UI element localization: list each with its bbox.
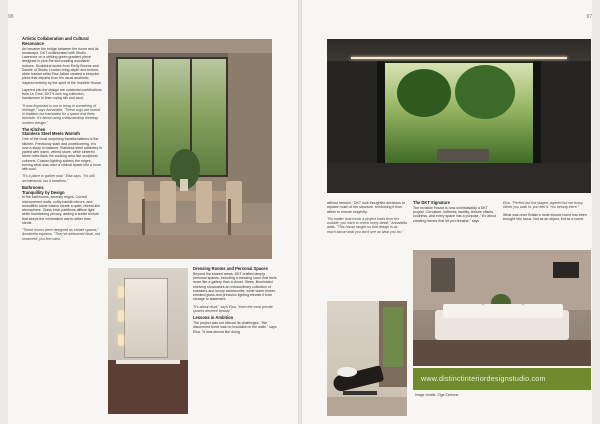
pull-quote: "It was important to me to bring in something of heritage," says Annabella. "These rugs are rooted in tradition but translated for a space that feels futuristic. It's about using craftsmanship meeting modern design."	[22, 103, 101, 125]
living-room-night-photo	[327, 39, 591, 193]
section-heading: Bathrooms Tranquillity by Design	[22, 184, 65, 195]
body-paragraph: Art became the bridge between the home and its landscape. DKT collaborated with Studio Lawrence on a striking green gradient piece designed to pick the surrounding woodland indoors. Sculptural works from Emily Bourne and Zanele of Studio London bring depth and texture, while Iranian artist Elsa Jabari created a bespoke piece that departs from his usual aesthetic, inspired entirely by the spirit of the Invisible House.	[22, 46, 102, 85]
pull-quote: "It's about ritual," says Elsa, "even the most private spaces deserve beauty."	[193, 304, 273, 313]
section-heading: Lessons in Ambition	[193, 315, 234, 321]
body-paragraph: Layered into the design are curatorial contributions from Le Gros, DKT's own rug collection, handwoven in linen using silk and wool.	[22, 87, 102, 101]
left-text-column	[22, 37, 102, 244]
body-paragraph: The project was not without its challenges. "We discovered there was no insulation in the walls," says Elsa. "It was almost like doing	[193, 321, 277, 334]
section-kitchen	[22, 128, 102, 183]
body-paragraph: What was once Britain's most elusive home has been brought into focus. Not as an object, but as a home.	[503, 212, 587, 221]
right-text-column-3	[503, 201, 589, 224]
right-text-column	[327, 201, 407, 237]
section-heading: Artistic Collaboration and Cultural Resonance	[22, 36, 89, 46]
body-paragraph: In the bathrooms, serenity reigns. Curved microcement walls, softly backlit mirrors, and monolithic stone basins create a quiet, retreat-like atmosphere. Glass brick partitions diffuse light while maintaining privacy, adding a subtle texture that keeps the minimalism warm rather than sterile.	[22, 195, 101, 225]
living-room-photo	[413, 250, 591, 366]
pull-quote: Elsa. "Perfect but not staged, layered but not fussy. When you walk in, you feel it. You belong there."	[503, 201, 584, 210]
section-bathrooms	[22, 186, 102, 241]
website-url[interactable]: www.distinctinteriordesignstudio.com	[421, 374, 546, 383]
pull-quote: "These rooms were designed as exhale spaces," Annabella explains. "They've welcomed ritual, not ornament; you feel calm."	[22, 228, 100, 241]
body-paragraph: One of the most surprising transformations is the kitchen. Previously stark and unwelcoming, it is now a study in balance. Stainless steel cabinetry is paired with warm, veined stone, while sintered stone rules flank the cooking area like sculptural columns. Custom lighting softens the edges, turning what was once a clinical space into a room with soul.	[22, 137, 102, 172]
body-paragraph: The Invisible House is now unmistakably a DKT project. Curvature, softness, tactility, texture offsets coolness, and every space has a purpose. "It's about creating homes that let you breathe," says	[413, 205, 496, 223]
pull-quote: "No matter how iconic a project looks from the outside, you have to check every detail," Annabella adds. "This house taught us that design is as much about what you don't see as what you do."	[327, 216, 407, 234]
right-text-column-2	[413, 201, 497, 226]
page-number-right: 97	[586, 14, 592, 20]
pull-quote: "It's a place to gather now," Elsa says. "It's still architectural, but it breathes."	[22, 174, 95, 183]
website-banner	[413, 368, 591, 390]
section-heading: The Kitchen Stainless Steel Meets Warmth	[22, 126, 80, 137]
left-text-column-2	[193, 267, 279, 337]
image-credits: Image credits: Olga Carbone	[415, 393, 459, 397]
dining-room-photo	[108, 39, 272, 259]
section-heading: Dressing Rooms and Personal Spaces	[193, 266, 268, 271]
page-number-left: 96	[8, 14, 14, 20]
body-paragraph: without tension." DKT took thoughtful decisions to replace much of the structure, reinforcing it from within to ensure longevity.	[327, 201, 405, 214]
body-paragraph: Beyond the shared areas, DKT crafted deeply personal spaces, including a dressing room that feels more like a gallery than a closet. Sleek, illuminated shelving showcases an extraordinary collection of sneakers and luxury accessories, while warm timber, smoked glass and precision lighting elevate it from storage to statement.	[193, 271, 277, 302]
section-heading: The DKT Signature	[413, 200, 450, 205]
lounge-chair-photo	[327, 301, 407, 416]
bathroom-photo	[108, 268, 188, 414]
section-artistic	[22, 37, 102, 125]
